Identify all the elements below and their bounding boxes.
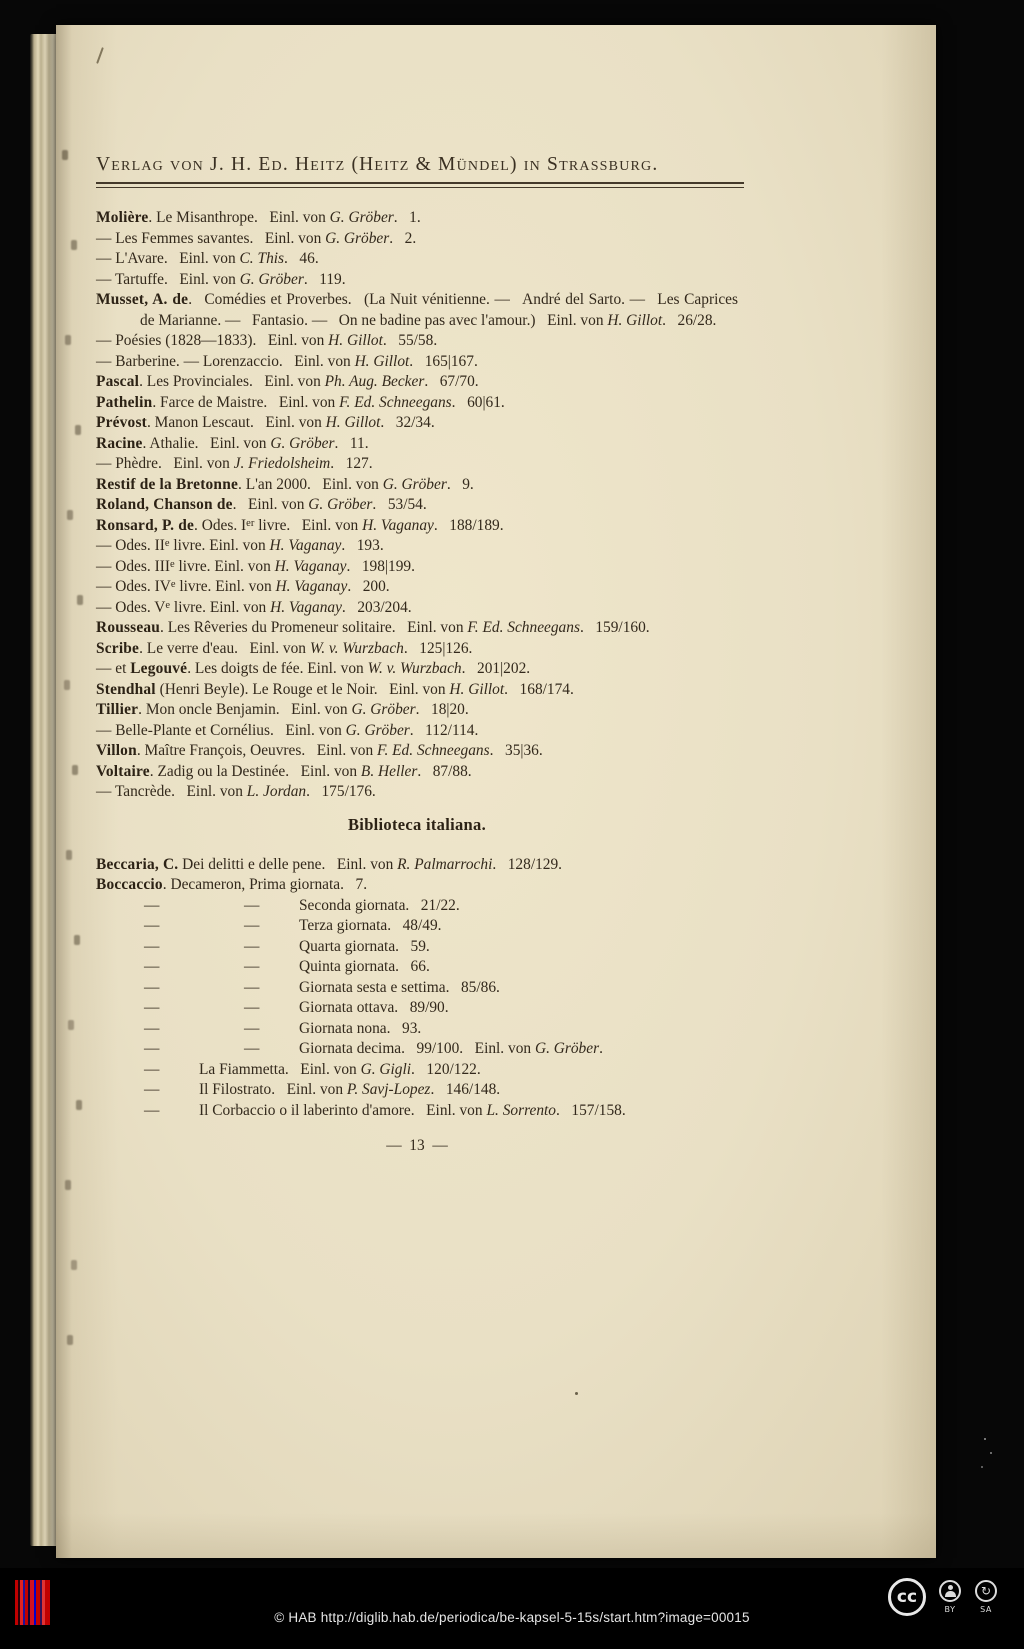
entry-segment: G. Gröber (382, 475, 447, 493)
entry-segment: Legouvé (130, 660, 188, 677)
entry-segment: Quinta giornata. 66. (299, 958, 430, 975)
scanned-page (56, 25, 936, 1558)
entry-segment: G. Gröber (329, 209, 394, 226)
entry-segment: — Odes. III (96, 557, 170, 575)
entry-segment: . 67/70. (424, 373, 479, 390)
entry-segment: Giornata ottava. 89/90. (299, 999, 449, 1016)
entry-segment: C. This (239, 250, 285, 267)
entry-segment: Tillier (96, 701, 139, 718)
entry-segment: — (144, 978, 160, 996)
catalog-entry (96, 916, 738, 937)
entry-segment: — Poésies (1828—1833). Einl. von (96, 332, 329, 349)
entry-segment: Quarta giornata. 59. (299, 937, 430, 955)
entry-segment: . 175/176. (306, 783, 376, 800)
catalog-entry (96, 475, 738, 496)
entry-segment: Ph. Aug. Becker (324, 373, 425, 390)
entry-segment: Seconda giornata. 21/22. (299, 896, 460, 914)
catalog-entry (96, 1039, 738, 1060)
entry-segment: Racine (96, 434, 143, 452)
entry-segment: — (244, 958, 260, 975)
entry-segment: . Les doigts de fée. Einl. von (187, 660, 368, 677)
entry-segment: R. Palmarrochi (397, 855, 493, 873)
entry-segment: . 119. (303, 270, 346, 288)
entry-segment: G. Gröber (351, 701, 416, 718)
entry-segment: livre. Einl. von (169, 537, 270, 554)
catalog-entry (96, 937, 738, 958)
entry-segment: Villon (96, 742, 137, 759)
entry-segment: e (164, 538, 170, 549)
entry-segment: . 120/122. (411, 1060, 481, 1078)
entry-segment: H. Vaganay (269, 537, 342, 554)
entry-segment: Terza giornata. 48/49. (299, 917, 442, 934)
entry-segment: P. Savj-Lopez (346, 1081, 431, 1098)
entry-segment: . Odes. I (194, 516, 247, 534)
entry-segment: Scribe (96, 639, 140, 657)
entry-segment: — Tartuffe. Einl. von (96, 270, 240, 288)
entry-segment: — (244, 999, 260, 1016)
entry-segment: . Le Misanthrope. Einl. von (148, 209, 330, 226)
catalog-entry (96, 557, 738, 578)
entry-segment: Il Corbaccio o il laberinto d'amore. Einl. von (199, 1101, 487, 1119)
catalog-entry (96, 229, 738, 250)
entry-segment: Restif de la Bretonne (96, 475, 238, 493)
cc-by-badge[interactable] (938, 1580, 962, 1614)
entry-segment: . 159/160. (579, 619, 650, 636)
catalog-entry (96, 762, 738, 783)
entry-segment: . 18|20. (415, 701, 469, 718)
entry-segment: e (169, 558, 175, 570)
entry-segment: — (244, 896, 260, 914)
entry-segment: — (144, 917, 160, 934)
catalog-entry (96, 896, 738, 917)
entry-segment: livre. Einl. von (174, 557, 275, 575)
french-entries (96, 208, 738, 803)
entry-segment: — L'Avare. Einl. von (96, 250, 240, 267)
entry-segment: Voltaire (96, 762, 150, 780)
entry-segment: . 112/114. (409, 721, 479, 739)
catalog-entry (96, 536, 738, 557)
entry-segment: . 203/204. (341, 598, 412, 616)
entry-segment: — (144, 1060, 160, 1078)
entry-segment: H. Vaganay (270, 598, 342, 616)
entry-segment: H. Vaganay (362, 516, 434, 534)
entry-segment: . L'an 2000. Einl. von (238, 475, 383, 493)
entry-segment: — et (96, 660, 131, 677)
bleed-through-marks (62, 150, 68, 160)
entry-segment: e (170, 579, 176, 590)
entry-segment: Rousseau (96, 619, 161, 636)
entry-segment: . 157/158. (556, 1101, 626, 1119)
catalog-entry (96, 1101, 738, 1122)
entry-segment: H. Gillot (607, 311, 663, 329)
catalog-entry (96, 598, 738, 619)
entry-segment: — (244, 917, 260, 934)
catalog-entry (96, 331, 738, 352)
entry-segment: . 46. (284, 250, 319, 267)
publisher-header: Verlag von J. H. Ed. Heitz (Heitz & Mündel) in Strassburg. (96, 154, 659, 175)
catalog-entry (96, 700, 738, 721)
catalog-entry (96, 577, 738, 598)
entry-segment: . 125|126. (403, 639, 473, 657)
entry-segment: F. Ed. Schneegans (377, 742, 490, 759)
catalog-entry (96, 270, 738, 291)
entry-segment: Ronsard, P. de (96, 516, 195, 534)
entry-segment: livre. Einl. von (175, 578, 276, 595)
page-content (96, 153, 738, 1155)
entry-segment: — (144, 958, 160, 975)
entry-segment: — (244, 1040, 260, 1057)
entry-segment: . Comédies et Proverbes. (La Nuit vénitienne. — André del Sarto. — Les Caprices de Marianne. — Fantasio. — On ne badine pas avec l'amour.) Einl. von (140, 291, 738, 329)
cc-sa-arrow-icon (975, 1580, 997, 1602)
entry-segment: Prévost (96, 414, 147, 431)
entry-segment: . Les Provinciales. Einl. von (139, 373, 325, 390)
person-head-shape (948, 1585, 953, 1590)
entry-segment: . 146/148. (430, 1081, 501, 1098)
catalog-entry (96, 1019, 738, 1040)
catalog-entry (96, 741, 738, 762)
cc-by-person-icon (939, 1580, 961, 1602)
entry-segment: . 53/54. (372, 496, 427, 513)
entry-segment: G. Gröber (308, 496, 373, 513)
entry-segment: G. Gröber (270, 434, 335, 452)
entry-segment: (Henri Beyle). Le Rouge et le Noir. Einl. von (155, 680, 450, 698)
entry-segment: — Odes. V (96, 598, 166, 616)
entry-segment: . Decameron, Prima giornata. 7. (162, 876, 368, 893)
catalog-entry (96, 290, 738, 331)
entry-segment: — (144, 1081, 160, 1098)
cc-by-label: BY (944, 1605, 956, 1614)
catalog-entry (96, 782, 738, 803)
catalog-entry (96, 659, 738, 680)
entry-segment: J. Friedolsheim (233, 455, 331, 472)
entry-segment: e (165, 599, 171, 611)
viewer-footer-bar (0, 1568, 1024, 1649)
entry-segment: H. Gillot (328, 332, 383, 349)
entry-segment: F. Ed. Schneegans (339, 393, 452, 411)
entry-segment: er (246, 517, 255, 529)
catalog-entry (96, 413, 738, 434)
entry-segment: — Belle-Plante et Cornélius. Einl. von (96, 721, 346, 739)
entry-segment: — Tancrède. Einl. von (96, 783, 247, 800)
entry-segment: — (244, 1019, 260, 1037)
catalog-entry (96, 680, 738, 701)
entry-segment: Giornata nona. 93. (299, 1019, 422, 1037)
catalog-entry (96, 208, 738, 229)
entry-segment: H. Vaganay (274, 557, 347, 575)
entry-segment: — (144, 937, 160, 955)
scan-artifact-speckles (984, 1438, 986, 1440)
entry-segment: . 168/174. (504, 680, 574, 698)
entry-segment: Musset, A. de (96, 291, 189, 308)
entry-segment: Pascal (96, 373, 140, 390)
entry-segment: — (244, 937, 260, 955)
entry-segment: . 55/58. (382, 332, 438, 349)
cc-sa-badge[interactable] (974, 1580, 998, 1614)
catalog-entry (96, 434, 738, 455)
entry-segment: livre. Einl. von (170, 598, 271, 616)
entry-segment: — Barberine. — Lorenzaccio. Einl. von (96, 352, 355, 370)
catalog-entry (96, 495, 738, 516)
entry-segment: H. Gillot (449, 680, 505, 698)
entry-segment: . 2. (389, 229, 417, 247)
entry-segment: . 9. (446, 475, 474, 493)
entry-segment: W. v. Wurzbach (309, 639, 404, 657)
entry-segment: . 128/129. (492, 855, 563, 873)
entry-segment: . 35|36. (489, 742, 543, 759)
catalog-entry (96, 618, 738, 639)
entry-segment: . 127. (330, 455, 373, 472)
entry-segment: . Zadig ou la Destinée. Einl. von (149, 762, 361, 780)
catalog-entry (96, 1060, 738, 1081)
entry-segment: H. Gillot (325, 414, 381, 431)
entry-segment: — (144, 896, 160, 914)
entry-segment: . Einl. von (232, 496, 309, 513)
entry-segment: L. Sorrento (486, 1101, 556, 1119)
page-number: — 13 — (386, 1137, 448, 1154)
entry-segment: . 32/34. (380, 414, 435, 431)
entry-segment: G. Gröber (345, 721, 410, 739)
entry-segment: — Les Femmes savantes. Einl. von (96, 229, 326, 247)
entry-segment: Giornata decima. 99/100. Einl. von (299, 1040, 535, 1057)
entry-segment: La Fiammetta. Einl. von (199, 1060, 361, 1078)
entry-segment: Boccaccio (96, 876, 163, 893)
entry-segment: Il Filostrato. Einl. von (199, 1081, 347, 1098)
entry-segment: Molière (96, 209, 149, 226)
entry-segment: — (144, 1040, 160, 1057)
scan-artifact-speck (575, 1392, 578, 1395)
entry-segment: . 198|199. (346, 557, 415, 575)
entry-segment: . 188/189. (433, 516, 504, 534)
entry-segment: . 26/28. (662, 311, 717, 329)
entry-segment: . Farce de Maistre. Einl. von (152, 393, 340, 411)
entry-segment: Giornata sesta e settima. 85/86. (299, 978, 500, 996)
entry-segment: . 87/88. (417, 762, 472, 780)
entry-segment: — (144, 999, 160, 1016)
entry-segment: . Le verre d'eau. Einl. von (139, 639, 310, 657)
entry-segment: . 201|202. (461, 660, 531, 677)
catalog-entry (96, 393, 738, 414)
catalog-entry (96, 855, 738, 876)
copyright-url-text: © HAB http://diglib.hab.de/periodica/be-kapsel-5-15s/start.htm?image=00015 (274, 1610, 750, 1625)
catalog-entry (96, 639, 738, 660)
entry-segment: Pathelin (96, 393, 153, 411)
entry-segment: B. Heller (360, 762, 418, 780)
entry-segment: — Odes. II (96, 537, 165, 554)
cc-logo-icon[interactable]: cc (888, 1578, 926, 1616)
entry-segment: G. Gigli (360, 1060, 412, 1078)
entry-segment: . 200. (347, 578, 390, 595)
entry-segment: G. Gröber (325, 229, 390, 247)
entry-segment: H. Vaganay (275, 578, 348, 595)
entry-segment: . 60|61. (451, 393, 505, 411)
italian-entries (96, 855, 738, 1122)
catalog-entry (96, 1080, 738, 1101)
entry-segment: H. Gillot (354, 352, 410, 370)
entry-segment: — (144, 1019, 160, 1037)
entry-segment: G. Gröber (239, 270, 304, 288)
entry-segment: . Les Rêveries du Promeneur solitaire. Einl. von (160, 619, 468, 636)
entry-segment: — (244, 978, 260, 996)
cc-license-badge[interactable] (888, 1578, 998, 1616)
entry-segment: Beccaria, C. (96, 855, 179, 873)
entry-segment: Roland, Chanson de (96, 496, 233, 513)
catalog-entry (96, 875, 738, 896)
entry-segment: . Mon oncle Benjamin. Einl. von (138, 701, 352, 718)
entry-segment: . 165|167. (409, 352, 478, 370)
person-body-shape (945, 1591, 956, 1597)
entry-segment: G. Gröber (534, 1040, 600, 1057)
entry-segment: — (144, 1101, 160, 1119)
entry-segment: L. Jordan (246, 783, 307, 800)
header-rule (96, 182, 744, 188)
catalog-entry (96, 454, 738, 475)
catalog-entry (96, 352, 738, 373)
entry-segment: — Phèdre. Einl. von (96, 455, 234, 472)
catalog-entry (96, 372, 738, 393)
entry-segment: — Odes. IV (96, 578, 171, 595)
entry-segment: Stendhal (96, 680, 156, 698)
entry-segment: . 193. (341, 537, 384, 554)
entry-segment: . Athalie. Einl. von (142, 434, 271, 452)
catalog-entry (96, 998, 738, 1019)
cc-sa-label: SA (980, 1605, 992, 1614)
entry-segment: . 1. (393, 209, 421, 226)
section-heading: Biblioteca italiana. (348, 814, 486, 834)
entry-segment: livre. Einl. von (254, 516, 363, 534)
entry-segment: . Manon Lescaut. Einl. von (146, 414, 326, 431)
catalog-entry (96, 957, 738, 978)
entry-segment: F. Ed. Schneegans (467, 619, 580, 636)
catalog-entry (96, 516, 738, 537)
entry-segment: W. v. Wurzbach (367, 660, 462, 677)
entry-segment: . 11. (334, 434, 369, 452)
entry-segment: . Maître François, Oeuvres. Einl. von (136, 742, 378, 759)
entry-segment: . (599, 1040, 603, 1057)
catalog-entry (96, 978, 738, 999)
catalog-entry (96, 721, 738, 742)
entry-segment: Dei delitti e delle pene. Einl. von (178, 855, 398, 873)
share-alike-glyph: ↻ (980, 1584, 992, 1598)
catalog-entry (96, 249, 738, 270)
